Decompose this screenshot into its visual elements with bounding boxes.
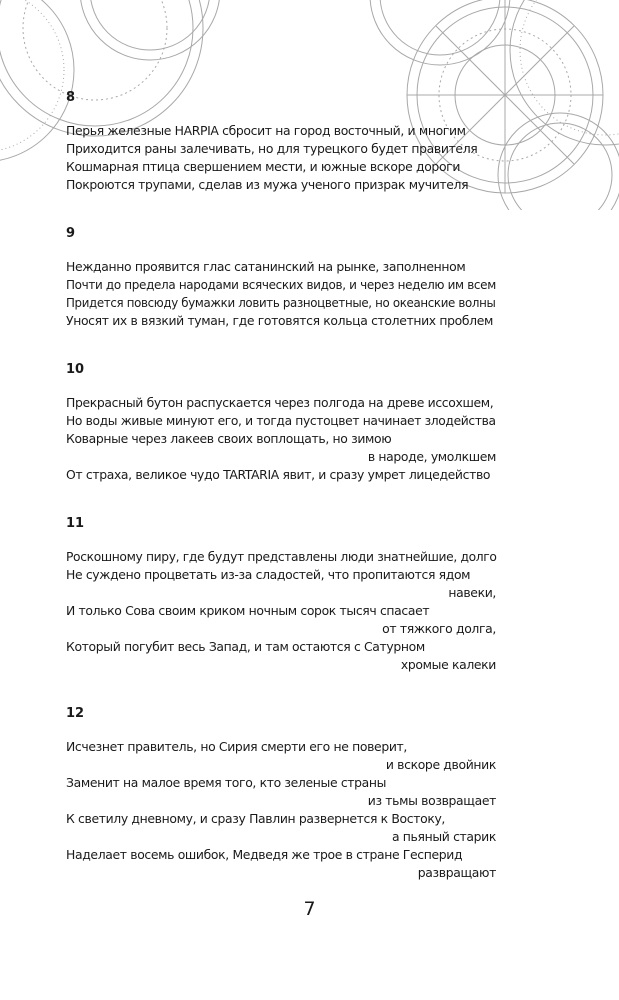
verse-number: 8 xyxy=(66,90,76,105)
verse-line: Покроются трупами, сделав из мужа ученого призрак мучителя xyxy=(66,177,469,192)
verse-line: Нежданно проявится глас сатанинский на рынке, заполненном xyxy=(66,259,466,274)
verse-lines xyxy=(66,548,496,674)
verse-line-continuation: в народе, умолкшем xyxy=(367,449,496,464)
verse-line-continuation: а пьяный старик xyxy=(391,829,496,844)
verse-line: Заменит на малое время того, кто зеленые страны xyxy=(66,775,387,790)
verse-line: Почти до предела народами всяческих видов, и через неделю им всем xyxy=(66,277,496,292)
verse-number: 9 xyxy=(66,226,76,241)
verse-lines xyxy=(66,738,496,882)
verse-line: И только Сова своим криком ночным сорок тысяч спасает xyxy=(66,603,430,618)
verse-11 xyxy=(66,516,496,674)
page-number: 7 xyxy=(303,898,316,920)
verse-line-continuation: от тяжкого долга, xyxy=(382,621,496,636)
zodiac-wheel-right-3 xyxy=(370,0,510,65)
verse-line: Не суждено процветать из-за сладостей, что пропитаются ядом xyxy=(66,567,471,582)
zodiac-wheel-left-2 xyxy=(0,0,74,162)
verse-line-continuation: хромые калеки xyxy=(400,657,496,672)
verse-line-continuation: и вскоре двойник xyxy=(385,757,496,772)
verse-line: Уносят их в вязкий туман, где готовятся кольца столетних проблем xyxy=(66,313,493,328)
verse-line: От страха, великое чудо TARTARIA явит, и сразу умрет лицедейство xyxy=(66,467,491,482)
verse-line: Перья железные HARPIA сбросит на город восточный, и многим xyxy=(66,123,466,138)
verse-10 xyxy=(66,362,496,484)
verse-line-continuation: навеки, xyxy=(448,585,496,600)
verse-line: Наделает восемь ошибок, Медведя же трое в стране Гесперид xyxy=(66,847,463,862)
verse-12 xyxy=(66,706,496,882)
verse-number: 11 xyxy=(66,516,85,531)
verse-lines xyxy=(66,258,496,330)
verse-line: Кошмарная птица свершением мести, и южные вскоре дороги xyxy=(66,159,461,174)
verse-lines xyxy=(66,122,496,194)
zodiac-wheel-right-4 xyxy=(498,113,619,210)
verse-line: Исчезнет правитель, но Сирия смерти его не поверит, xyxy=(66,739,407,754)
verse-line: Придется повсюду бумажки ловить разноцветные, но океанские волны xyxy=(66,295,496,310)
verse-number: 10 xyxy=(66,362,85,377)
verse-line: Роскошному пиру, где будут представлены люди знатнейшие, долго xyxy=(66,549,497,564)
verse-number: 12 xyxy=(66,706,85,721)
verse-lines xyxy=(66,394,496,484)
verse-8 xyxy=(66,90,496,194)
verse-9 xyxy=(66,226,496,330)
verse-line: К светилу дневному, и сразу Павлин развернется к Востоку, xyxy=(66,811,446,826)
verse-line-continuation: из тьмы возвращает xyxy=(367,793,496,808)
verse-line: Прекрасный бутон распускается через полгода на древе иссохшем, xyxy=(66,395,494,410)
verse-line: Но воды живые минуют его, и тогда пустоцвет начинает злодейства xyxy=(66,413,496,428)
verse-line: Коварные через лакеев своих воплощать, но зимою xyxy=(66,431,392,446)
zodiac-wheel-left-3 xyxy=(80,0,220,60)
verse-line: Приходится раны залечивать, но для турецкого будет правителя xyxy=(66,141,478,156)
verse-line-continuation: развращают xyxy=(417,865,496,880)
verse-line: Который погубит весь Запад, и там остаются с Сатурном xyxy=(66,639,425,654)
